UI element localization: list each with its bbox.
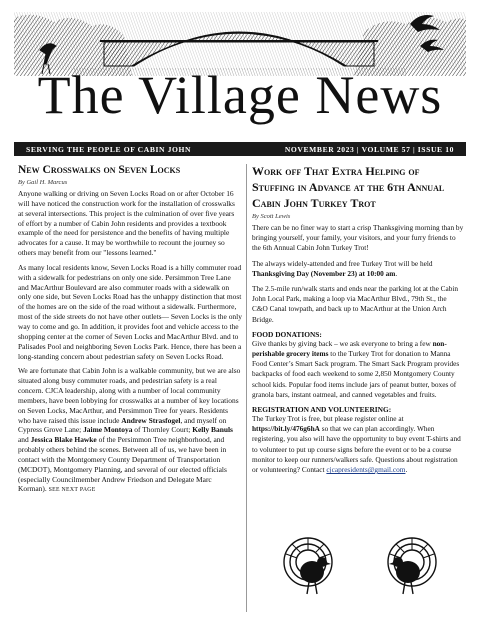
registration-url[interactable]: https://bit.ly/476g6hA (252, 424, 320, 434)
article-paragraph: Anyone walking or driving on Seven Locks Road on or after October 16 will have noticed the construction work for the installation of crosswalks at several intersections. This project is the culmination of over five years of effort by a number of Cabin John residents and provides a textbook example of the need for persistence and the benefits of having multiple advocates for a cause. It may be worthwhile to recount the journey so others may benefit from our "lessons learned." (18, 189, 235, 258)
masthead-banner (14, 142, 466, 156)
text-run: We are fortunate that Cabin John is a walkable community, but we are also situated along busy commuter roads, and pedestrian safety is a real concern. CJCA leadership, along with a number of local community members, have been lobbying for crosswalks at a number of key locations on Seven Locks, MacArthur, and Persimmon Tree for years. Residents who have raised this issue include (18, 366, 241, 425)
section-label-registration: REGISTRATION AND VOLUNTEERING: (252, 405, 392, 415)
article-turkey-trot (252, 163, 464, 480)
article-paragraph (252, 339, 464, 400)
text-run: . (395, 268, 398, 278)
text-run: The Turkey Trot is free, but please register online at (252, 414, 404, 424)
article-byline: By Scott Lewis (252, 213, 291, 220)
article-paragraph: The 2.5-mile run/walk starts and ends near the parking lot at the Cabin John Local Park, making a loop via MacArthur Blvd., 79th St., the C&O Canal towpath, and back up to MacArthur at the Union Arch Bridge. (252, 284, 459, 324)
article-headline: Work off That Extra Helping of Stuffing in Advance at the 6th Annual Cabin John Turkey Trot (252, 164, 445, 210)
resident-name: Jessica Blake Hawke (30, 435, 97, 445)
event-date: Thanksgiving Day (November 23) at 10:00 am (252, 268, 396, 278)
turkey-illustrations (262, 532, 458, 596)
text-run: . (405, 465, 408, 475)
article-paragraph (252, 414, 464, 475)
resident-name: Andrew Strasfogel (121, 415, 181, 425)
article-byline: By Gail H. Marcus (18, 179, 68, 186)
see-next-page-link[interactable]: SEE NEXT PAGE (48, 487, 96, 494)
masthead (14, 6, 466, 138)
article-paragraph: As many local residents know, Seven Locks Road is a hilly commuter road with a sidewalk for pedestrians on only one side. Persimmon Tree Lane and MacArthur Boulevard are also commuter roads with a sidewalk on only one side, but Seven Locks Road has the unhappy distinction that most of the homes are on the side of the road without a sidewalk. Furthermore, most of the side streets do not have other outlets— Seven Locks is the only way to come and go. In addition, it provides foot and vehicle access to the shopping center at the corner of Seven Locks and MacArthur Blvd. and to Palisades Pool and neighboring Seven Locks Park. Hence, there has been a long-standing concern about pedestrian safety on Seven Locks Road. (18, 262, 242, 361)
text-run: , and myself on Cypress Grove Lane; (18, 415, 227, 435)
article-paragraph: There can be no finer way to start a crisp Thanksgiving morning than by bringing yourself, your family, your visitors, and your furry friends to the 6th Annual Cabin John Turkey Trot! (252, 223, 464, 253)
emphasis: non-perishable grocery items (252, 338, 447, 359)
resident-name: Jaime Montoya (83, 425, 133, 435)
article-paragraph (18, 366, 242, 496)
newspaper-title: The Village News (37, 65, 443, 125)
resident-name: Kelly Banuls (192, 425, 233, 435)
issue-info: NOVEMBER 2023 | VOLUME 57 | ISSUE 10 (284, 144, 454, 154)
article-crosswalks (18, 163, 242, 501)
tagline: SERVING THE PEOPLE OF CABIN JOHN (26, 144, 192, 154)
contact-email-link[interactable]: cjcapresidents@gmail.com (326, 465, 406, 475)
column-divider (246, 164, 247, 612)
text-run: Give thanks by giving back – we ask everyone to bring a few (252, 338, 433, 348)
article-paragraph (252, 259, 464, 279)
text-run: The always widely-attended and free Turkey Trot will be held (252, 258, 433, 268)
text-run: of the Persimmon Tree neighborhood, and probably others behind the scenes. Between all of us, we have been in contact with the Montgomery County Department of Transportation (MCDOT), Montgomery Planning, and several of our elected officials (especially Councilmember Andrew Friedson and Delegate Marc Korman). (18, 435, 227, 494)
text-run: to the Turkey Trot for donation to Manna Food Center’s Smart Sack program. The Smart Sack Program provides backpacks of food each weekend to some 2,850 Montgomery County school kids. Popular food items include jars of peanut butter, boxes of granola bars, instant oatmeal, and canned vegetables and fruits. (252, 349, 460, 399)
turkey-icon (284, 538, 332, 594)
turkey-icon (388, 538, 436, 594)
text-run: so that we can plan accordingly. When registering, you also will have the opportunity to buy event T-shirts and to volunteer to put up course signs before the event or to be a course monitor to keep our runners/walkers safe. Questions about registration or volunteering? Contact (252, 424, 461, 475)
article-headline: New Crosswalks on Seven Locks (18, 164, 181, 176)
section-label-food: FOOD DONATIONS: (252, 329, 322, 339)
text-run: and (18, 435, 31, 445)
text-run: of Thornley Court; (132, 425, 193, 435)
